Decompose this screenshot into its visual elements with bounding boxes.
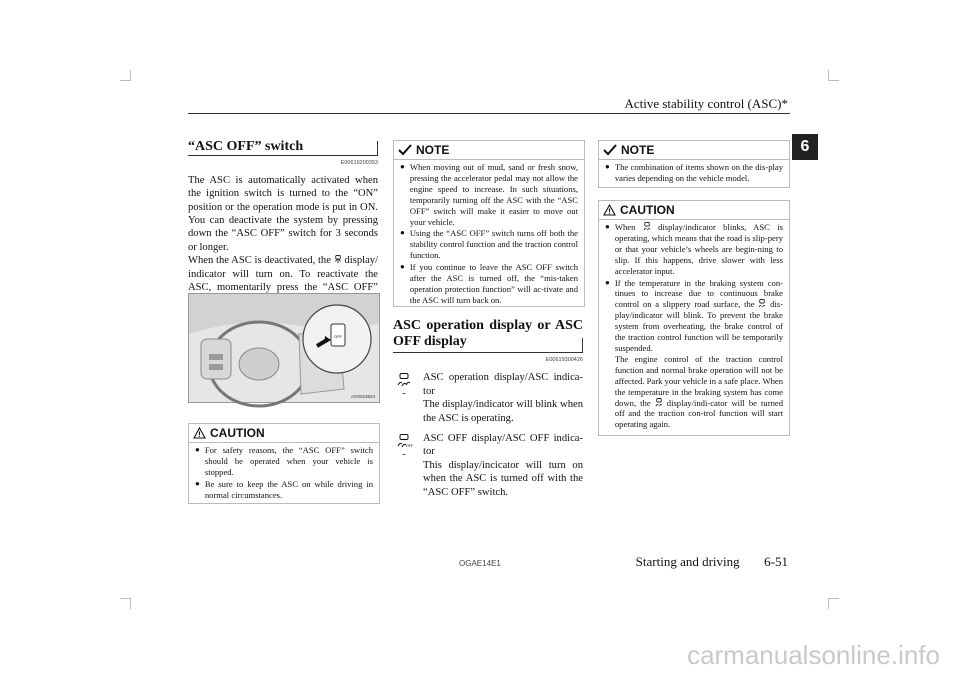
asc-operation-icon	[655, 398, 663, 407]
display-title: ASC operation display/ASC indica-tor	[423, 372, 583, 397]
asc-off-icon	[397, 434, 411, 448]
dash: -	[402, 388, 406, 400]
left-column	[188, 140, 378, 308]
section-code: E00619300426	[545, 357, 583, 363]
note-label: NOTE	[416, 143, 450, 157]
asc-off-indicator-icon	[334, 255, 342, 264]
bullet-icon: ●	[400, 162, 405, 171]
crop-mark	[120, 598, 131, 609]
bullet-icon: ●	[605, 222, 610, 231]
list-item: ● If the temperature in the braking system con-tinues to increase due to continuous brake control on a slippery road surface, the dis-play/indicator will blink. To prevent the brake system from overheating, the brake control of the traction control function will be temporarily suspended. The engine control of the traction control function and normal brake operation will not be affected. Park your vehicle in a safe place. When the temperature in the braking system has come down, the display/indi-cator will be turned off and the traction con-trol function will start operating again.	[605, 277, 783, 430]
caution-header	[599, 201, 789, 220]
caution-label: CAUTION	[210, 426, 265, 440]
display-text	[423, 432, 583, 499]
section-title: “ASC OFF” switch	[188, 139, 304, 154]
list-item: ● If you continue to leave the ASC OFF switch after the ASC is turned off, the “mis-taken operation protection function” will ac-tivate and the ASC will turn back on.	[400, 262, 578, 305]
warning-triangle-icon	[193, 427, 206, 439]
svg-text:OFF: OFF	[406, 444, 413, 449]
middle-column	[393, 318, 583, 499]
footer-section: Starting and driving	[635, 554, 740, 569]
display-item	[393, 371, 583, 425]
bullet-icon: ●	[195, 445, 200, 454]
section-rule	[393, 352, 583, 353]
page-footer	[636, 554, 788, 570]
caution-header	[189, 424, 379, 443]
page-header-title: Active stability control (ASC)*	[624, 96, 788, 111]
display-desc: The display/indicator will blink when the ASC is operating.	[423, 399, 583, 424]
list-item: ● Be sure to keep the ASC on while driving in normal circumstances.	[195, 478, 373, 500]
note-check-icon	[603, 144, 617, 156]
display-desc: This display/incicator will turn on when the ASC is turned off with the “ASC OFF” switch.	[423, 459, 583, 498]
note-check-icon	[398, 144, 412, 156]
section-rule	[188, 155, 378, 156]
caution-box	[188, 423, 380, 504]
display-icon-cell	[393, 371, 415, 425]
bullet-icon: ●	[605, 277, 610, 287]
display-text	[423, 371, 583, 425]
bullet-icon: ●	[195, 478, 200, 488]
crop-mark	[120, 70, 131, 81]
display-title: ASC OFF display/ASC OFF indica-tor	[423, 433, 583, 458]
note-box	[598, 140, 790, 188]
display-icon-cell	[393, 432, 415, 499]
note-label: NOTE	[621, 143, 655, 157]
document-code: OGAE14E1	[459, 559, 501, 568]
list-item: ● Using the “ASC OFF” switch turns off both the stability control function and the traction control function.	[400, 228, 578, 261]
note-body	[599, 160, 789, 189]
watermark: carmanualsonline.info	[687, 640, 940, 670]
figure-code: AG0023824	[350, 394, 375, 399]
caution-label: CAUTION	[620, 203, 675, 217]
dash: -	[402, 449, 406, 461]
section-title: ASC operation display or ASC OFF display	[393, 318, 583, 349]
bullet-icon: ●	[605, 162, 610, 171]
asc-operation-icon	[643, 222, 651, 231]
warning-triangle-icon	[603, 204, 616, 216]
header-rule	[188, 113, 790, 114]
paragraph: When the ASC is deactivated, the display/ indicator will turn on. To reactivate the ASC, momentarily press the “ASC OFF”	[188, 254, 378, 308]
asc-operation-icon	[758, 299, 766, 308]
note-header	[394, 141, 584, 160]
caution-body	[189, 443, 379, 506]
list-item: ● The combination of items shown on the dis-play varies depending on the vehicle model.	[605, 162, 783, 183]
asc-operation-icon	[397, 373, 411, 387]
list-item: ● For safety reasons, the “ASC OFF” switch should be operated when your vehicle is stopped.	[195, 445, 373, 477]
note-body	[394, 160, 584, 311]
caution-box	[598, 200, 790, 436]
display-item	[393, 432, 583, 499]
bullet-icon: ●	[400, 262, 405, 272]
list-item: ● When display/indicator blinks, ASC is operating, which means that the road is slip-pery or that your vehicle’s wheels are begin-ning to slip. If this happens, drive slower with less accelerator input.	[605, 222, 783, 276]
crop-mark	[828, 70, 839, 81]
list-item: ● When moving out of mud, sand or fresh snow, pressing the accelerator pedal may not allow the engine speed to increase. In such situations, temporarily turning off the ASC with the “ASC OFF” switch will make it easier to move out your vehicle.	[400, 162, 578, 227]
page-number: 6-51	[764, 554, 788, 569]
dashboard-drawing	[189, 294, 379, 402]
asc-off-button-label: OFF	[334, 334, 342, 339]
caution-body	[599, 220, 789, 435]
note-header	[599, 141, 789, 160]
dashboard-illustration	[188, 293, 380, 403]
section-code: E00619200353	[340, 160, 378, 167]
paragraph: The ASC is automatically activated when the ignition switch is turned to the “ON” position or the operation mode is put in ON. You can deactivate the system by pressing down the “ASC OFF” switch for 3 seconds or longer.	[188, 174, 378, 253]
note-box	[393, 140, 585, 307]
bullet-icon: ●	[400, 228, 405, 238]
crop-mark	[828, 598, 839, 609]
chapter-tab: 6	[792, 134, 818, 160]
